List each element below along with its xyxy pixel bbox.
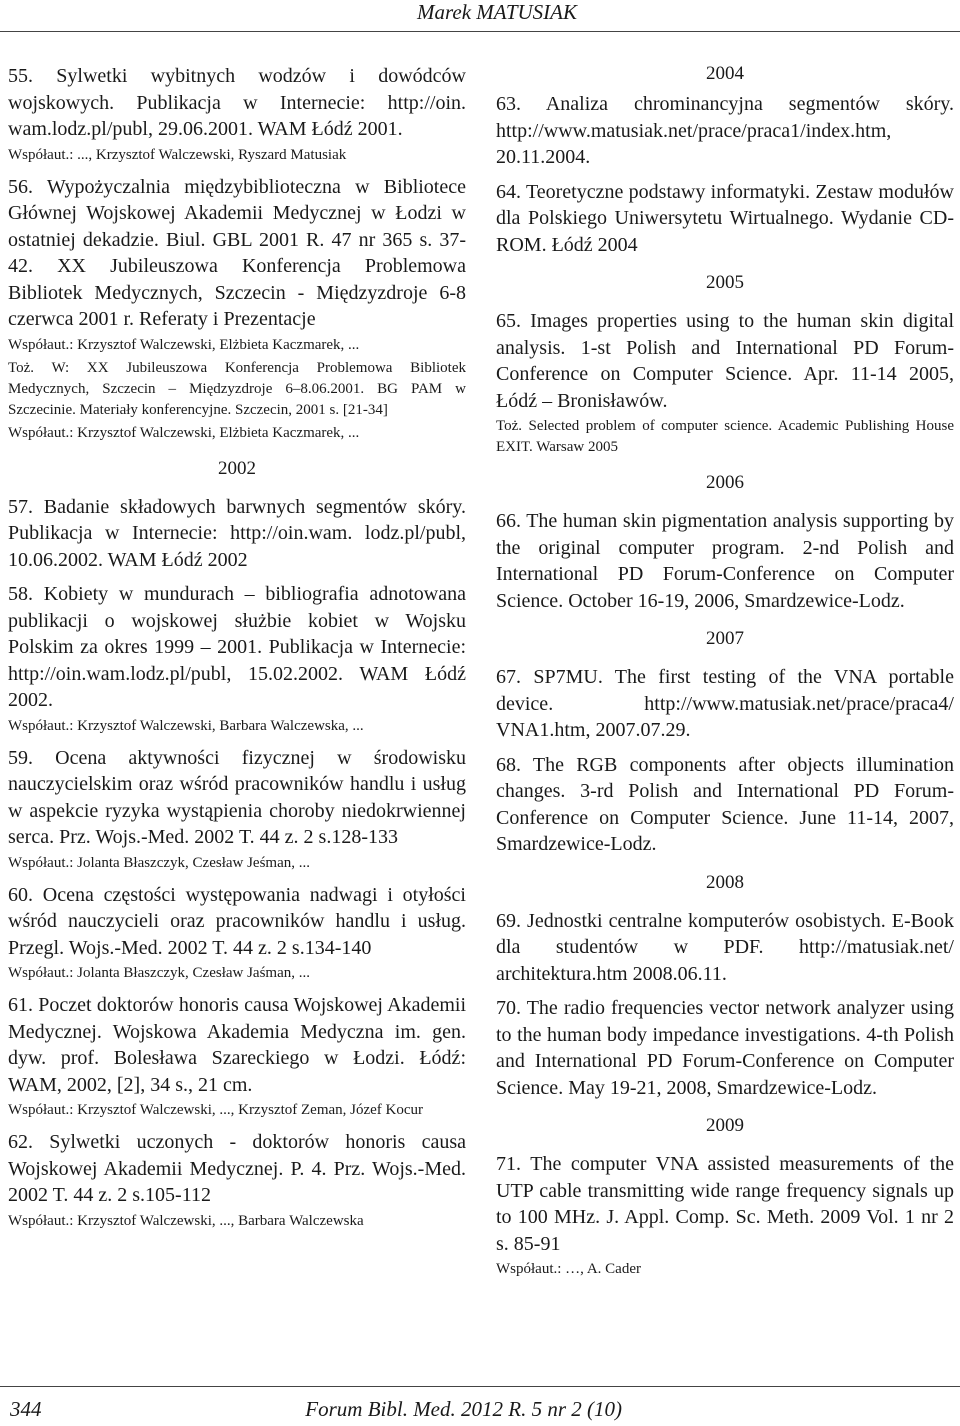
bibliography-entry xyxy=(496,752,954,858)
bibliography-entry xyxy=(8,63,466,166)
entry-text: 58. Kobiety w mundurach – bibliografia adnotowana publikacji o wojskowej służbie kobiet w Wojsku Polskim za okres 1999 – 2001. Publikacja w Internecie: http://oin.wam.lodz.pl/publ, 15.02.2002. WAM Łódź 2002. xyxy=(8,583,466,711)
entry-note: Współaut.: ..., Krzysztof Walczewski, Ryszard Matusiak xyxy=(8,146,347,163)
entry-note: Współaut.: Krzysztof Walczewski, ..., Krzysztof Zeman, Józef Kocur xyxy=(8,1102,424,1118)
entry-text: 65. Images properties using to the human skin digital analysis. 1-st Polish and International PD Forum-Conference on Computer Science. Apr. 11-14 2005, Łódź – Bronisławów. xyxy=(496,310,954,412)
year-heading: 2004 xyxy=(706,63,744,84)
entry-note: Współaut.: Krzysztof Walczewski, Elżbieta Kaczmarek, ... xyxy=(8,424,360,441)
bibliography-entry xyxy=(8,494,466,574)
bibliography-entry xyxy=(8,581,466,737)
year-heading: 2002 xyxy=(218,457,256,479)
bibliography-entry xyxy=(496,179,954,259)
entry-text: 63. Analiza chrominancyjna segmentów skóry. http://www.matusiak.net/prace/praca1/index.htm, 20.11.2004. xyxy=(496,93,954,168)
bibliography-entry xyxy=(496,995,954,1101)
entry-note: Toż. W: XX Jubileuszowa Konferencja Problemowa Bibliotek Medycznych, Szczecin – Międzyzdroje 6–8.06.2001. BG PAM w Szczecinie. Materiały konferencyjne. Szczecin, 2001 s. [21-34] xyxy=(8,359,466,418)
entry-text: 60. Ocena częstości występowania nadwagi i otyłości wśród nauczycieli oraz pracowników handlu i usług. Przegl. Wojs.-Med. 2002 T. 44 z. 2 s.134-140 xyxy=(8,883,466,959)
year-heading: 2007 xyxy=(706,628,744,649)
bibliography-entry xyxy=(496,1151,954,1280)
right-column xyxy=(496,63,954,1280)
entry-note: Współaut.: …, A. Cader xyxy=(496,1261,641,1277)
entry-text: 71. The computer VNA assisted measurements of the UTP cable transmitting wide range frequency signals up to 100 MHz. J. Appl. Comp. Sc. Meth. 2009 Vol. 1 nr 2 s. 85-91 xyxy=(496,1153,954,1255)
entry-text: 59. Ocena aktywności fizycznej w środowisku nauczycielskim oraz wśród pracowników handlu i usług w aspekcie ryzyka wystąpienia choroby niedokrwiennej serca. Prz. Wojs.-Med. 2002 T. 44 z. 2 s.128-133 xyxy=(8,746,466,848)
running-header-author: Marek MATUSIAK xyxy=(417,0,577,24)
header-rule xyxy=(0,31,960,32)
entry-note: Współaut.: Krzysztof Walczewski, Barbara Walczewska, ... xyxy=(8,717,364,734)
bibliography-entry xyxy=(496,508,954,614)
journal-citation: Forum Bibl. Med. 2012 R. 5 nr 2 (10) xyxy=(305,1397,622,1421)
bibliography-entry xyxy=(8,745,466,874)
entry-note: Współaut.: Jolanta Błaszczyk, Czesław Jaśman, ... xyxy=(8,965,311,981)
year-heading: 2009 xyxy=(706,1115,744,1136)
year-heading: 2005 xyxy=(706,272,744,293)
entry-text: 70. The radio frequencies vector network analyzer using to the human body impedance investigations. 4-th Polish and International PD Forum-Conference on Computer Science. May 19-21, 2008, Smardzewice-Lodz. xyxy=(496,997,954,1099)
bibliography-entry xyxy=(8,1129,466,1232)
entry-text: 62. Sylwetki uczonych - doktorów honoris causa Wojskowej Akademii Medycznej. P. 4. Prz. Wojs.-Med. 2002 T. 44 z. 2 s.105-112 xyxy=(8,1131,466,1206)
left-column xyxy=(8,63,466,1232)
entry-text: 55. Sylwetki wybitnych wodzów i dowódców wojskowych. Publikacja w Internecie: http://oin. wam.lodz.pl/publ, 29.06.2001. WAM Łódź 2001. xyxy=(8,65,466,140)
entry-text: 69. Jednostki centralne komputerów osobistych. E-Book dla studentów w PDF. http://matusiak.net/ architektura.htm 2008.06.11. xyxy=(496,909,954,985)
entry-text: 56. Wypożyczalnia międzybiblioteczna w Bibliotece Głównej Wojskowej Akademii Medycznej w Łodzi w ostatniej dekadzie. Biul. GBL 2001 R. 47 nr 365 s. 37-42. XX Jubileuszowa Konferencja Problemowa Bibliotek Medycznych, Szczecin - Międzyzdroje 6-8 czerwca 2001 r. Referaty i Prezentacje xyxy=(8,175,466,330)
bibliography-entry xyxy=(8,174,466,444)
entry-note: Współaut.: Jolanta Błaszczyk, Czesław Jeśman, ... xyxy=(8,854,311,871)
entry-note: Współaut.: Krzysztof Walczewski, ..., Barbara Walczewska xyxy=(8,1212,364,1229)
bibliography-entry xyxy=(496,308,954,458)
entry-text: 57. Badanie składowych barwnych segmentów skóry. Publikacja w Internecie: http://oin.wam. lodz.pl/publ, 10.06.2002. WAM Łódź 2002 xyxy=(8,495,466,571)
page-number: 344 xyxy=(10,1397,42,1421)
entry-text: 68. The RGB components after objects illumination changes. 3-rd Polish and International PD Forum-Conference on Computer Science. June 11-14, 2007, Smardzewice-Lodz. xyxy=(496,753,954,855)
entry-text: 64. Teoretyczne podstawy informatyki. Zestaw modułów dla Polskiego Uniwersytetu Wirtualnego. Wydanie CD-ROM. Łódź 2004 xyxy=(496,180,954,256)
entry-note: Toż. Selected problem of computer science. Academic Publishing House EXIT. Warsaw 2005 xyxy=(496,418,954,455)
bibliography-entry xyxy=(8,992,466,1121)
year-heading: 2008 xyxy=(706,871,744,893)
entry-note: Współaut.: Krzysztof Walczewski, Elżbieta Kaczmarek, ... xyxy=(8,336,360,353)
footer-rule xyxy=(0,1386,960,1387)
bibliography-entry xyxy=(496,908,954,988)
entry-text: 67. SP7MU. The first testing of the VNA portable device. http://www.matusiak.net/prace/praca4/ VNA1.htm, 2007.07.29. xyxy=(496,666,954,741)
bibliography-entry xyxy=(496,91,954,171)
entry-text: 66. The human skin pigmentation analysis supporting by the original computer program. 2-nd Polish and International PD Forum-Conference on Computer Science. October 16-19, 2006, Smardzewice-Lodz. xyxy=(496,510,954,612)
entry-text: 61. Poczet doktorów honoris causa Wojskowej Akademii Medycznej. Wojskowa Akademia Medyczna im. gen. dyw. prof. Bolesława Szareckiego w Łodzi. Łódź: WAM, 2002, [2], 34 s., 21 cm. xyxy=(8,994,466,1096)
year-heading: 2006 xyxy=(706,472,744,493)
bibliography-entry xyxy=(8,882,466,985)
bibliography-entry xyxy=(496,664,954,744)
